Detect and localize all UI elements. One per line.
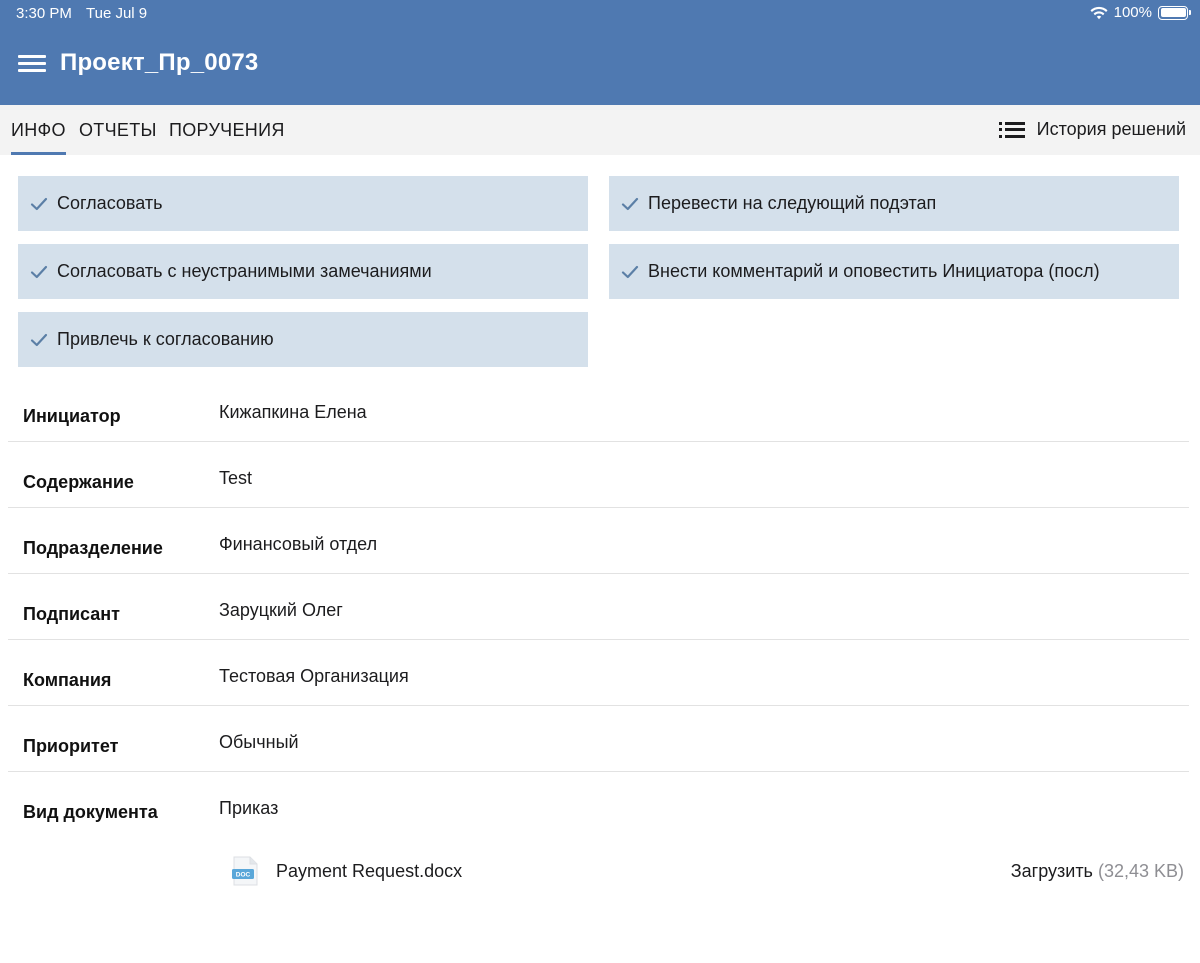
wifi-icon [1090, 6, 1108, 20]
download-label: Загрузить [1010, 861, 1093, 881]
checkmark-icon [30, 265, 48, 279]
field-value: Test [219, 468, 253, 488]
field-value: Тестовая Организация [219, 666, 409, 686]
svg-text:DOC: DOC [235, 871, 251, 879]
field-label: Вид документа [23, 802, 158, 822]
status-bar [0, 0, 1200, 28]
action-label: Перевести на следующий подэтап [648, 193, 937, 213]
checkmark-icon [30, 333, 48, 347]
page-title: Проект_Пр_0073 [60, 49, 259, 76]
field-row-content [8, 442, 1189, 508]
tab-bar [0, 105, 1200, 155]
action-comment-notify-initiator[interactable] [609, 244, 1179, 299]
field-label: Компания [23, 670, 112, 690]
action-label: Согласовать с неустранимыми замечаниями [57, 261, 432, 281]
checkmark-icon [621, 197, 639, 211]
action-next-substage[interactable] [609, 176, 1179, 231]
field-label: Содержание [23, 472, 134, 492]
field-label: Приоритет [23, 736, 119, 756]
field-row-priority [8, 706, 1189, 772]
field-row-signer [8, 574, 1189, 640]
action-label: Привлечь к согласованию [57, 329, 274, 349]
action-approve[interactable] [18, 176, 588, 231]
action-involve-approval[interactable] [18, 312, 588, 367]
field-value: Финансовый отдел [219, 534, 378, 554]
doc-file-icon [232, 856, 258, 886]
battery-percent: 100% [1113, 4, 1152, 21]
status-indicators [1090, 4, 1188, 21]
action-label: Согласовать [57, 193, 163, 213]
battery-icon [1158, 6, 1188, 20]
action-label: Внести комментарий и оповестить Инициатора (посл) [648, 261, 1100, 281]
field-value: Приказ [219, 798, 279, 818]
field-label: Подписант [23, 604, 120, 624]
field-value: Обычный [219, 732, 299, 752]
active-tab-indicator [11, 152, 66, 155]
tab-info[interactable]: ИНФО [11, 120, 66, 140]
hamburger-icon[interactable] [18, 55, 46, 73]
field-row-department [8, 508, 1189, 574]
attachment-file-name[interactable]: Payment Request.docx [276, 861, 463, 881]
field-label: Инициатор [23, 406, 121, 426]
checkmark-icon [621, 265, 639, 279]
status-date: Tue Jul 9 [86, 5, 148, 22]
field-row-company [8, 640, 1189, 706]
field-row-document-type [8, 772, 1189, 838]
decision-history-button[interactable] [999, 119, 1186, 140]
action-approve-with-remarks[interactable] [18, 244, 588, 299]
field-row-initiator [8, 376, 1189, 442]
field-label: Подразделение [23, 538, 163, 558]
list-icon [999, 122, 1025, 138]
field-value: Кижапкина Елена [219, 402, 367, 422]
tab-reports[interactable]: ОТЧЕТЫ [79, 120, 157, 140]
checkmark-icon [30, 197, 48, 211]
field-value: Заруцкий Олег [219, 600, 343, 620]
attachment-row [228, 852, 1188, 892]
app-header [0, 0, 1200, 105]
file-size: (32,43 KB) [1097, 861, 1184, 881]
download-link[interactable] [1011, 861, 1184, 882]
status-time: 3:30 PM [16, 5, 72, 22]
decision-history-label: История решений [1036, 119, 1186, 139]
tab-tasks[interactable]: ПОРУЧЕНИЯ [169, 120, 285, 140]
